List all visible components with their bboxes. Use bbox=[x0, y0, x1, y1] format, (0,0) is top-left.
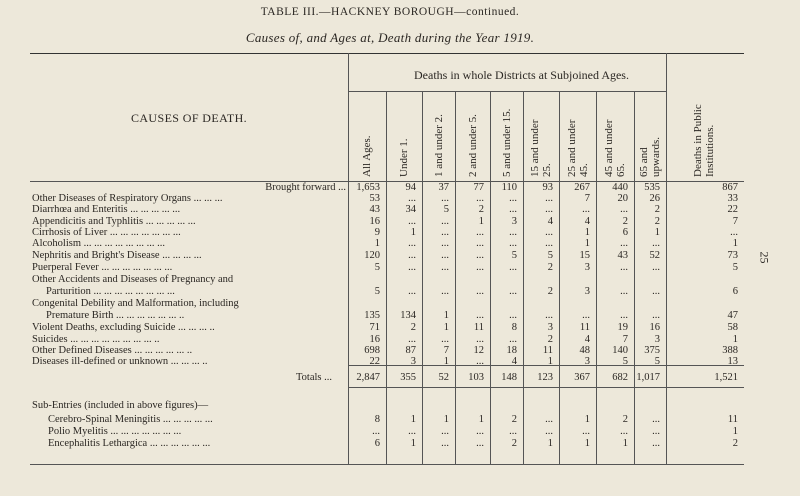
table-cell: 15 bbox=[579, 250, 590, 261]
table-cell: 7 bbox=[443, 345, 449, 356]
table-cell: 5 bbox=[511, 250, 517, 261]
table-cell: 1 bbox=[584, 227, 590, 238]
table-cell: 8 bbox=[511, 322, 517, 333]
table-cell: ... bbox=[652, 238, 660, 249]
table-cell: ... bbox=[545, 426, 553, 437]
table-cell: 3 bbox=[410, 356, 416, 367]
table-cell: 2,847 bbox=[356, 372, 380, 383]
table-cell: 1 bbox=[443, 414, 449, 425]
table-cell: ... bbox=[652, 286, 660, 297]
table-cell: 535 bbox=[644, 182, 660, 193]
row-label: Other Defined Diseases ... ... ... ... ... .. bbox=[32, 345, 193, 356]
table-cell: 135 bbox=[364, 310, 380, 321]
table-cell: ... bbox=[545, 227, 553, 238]
table-cell: 2 bbox=[622, 216, 628, 227]
table-cell: 3 bbox=[511, 216, 517, 227]
table-cell: 103 bbox=[468, 372, 484, 383]
table-row bbox=[30, 399, 744, 412]
table-cell: 1,653 bbox=[356, 182, 380, 193]
table-cell: ... bbox=[476, 438, 484, 449]
table-cell: 4 bbox=[511, 356, 517, 367]
table-cell: 34 bbox=[405, 204, 416, 215]
table-cell: 43 bbox=[617, 250, 628, 261]
group-rule bbox=[348, 91, 666, 92]
table-cell: 1 bbox=[410, 414, 416, 425]
table-cell: ... bbox=[476, 356, 484, 367]
table-cell: 1 bbox=[410, 438, 416, 449]
table-cell: 1 bbox=[622, 438, 628, 449]
row-label: Sub-Entries (included in above figures)— bbox=[32, 400, 209, 411]
table-cell: 94 bbox=[405, 182, 416, 193]
table-cell: ... bbox=[652, 414, 660, 425]
table-subtitle: Causes of, and Ages at, Death during the Year 1919. bbox=[245, 30, 535, 45]
table-cell: ... bbox=[372, 426, 380, 437]
table-cell: ... bbox=[476, 227, 484, 238]
table-cell: 1 bbox=[584, 238, 590, 249]
row-label: Brought forward ... bbox=[265, 182, 346, 193]
table-cell: 47 bbox=[727, 310, 738, 321]
row-label: Diseases ill-defined or unknown ... ... ... .. bbox=[32, 356, 208, 367]
table-cell: 1 bbox=[547, 356, 553, 367]
table-cell: ... bbox=[408, 262, 416, 273]
table-cell: ... bbox=[509, 204, 517, 215]
table-cell: 110 bbox=[501, 182, 517, 193]
table-cell: 3 bbox=[654, 334, 660, 345]
table-cell: ... bbox=[620, 204, 628, 215]
table-cell: ... bbox=[509, 334, 517, 345]
age-column-header: 15 and under 25. bbox=[529, 119, 553, 177]
table-cell: 1 bbox=[443, 310, 449, 321]
table-cell: 1,521 bbox=[714, 372, 738, 383]
table-cell: ... bbox=[408, 216, 416, 227]
table-cell: 140 bbox=[612, 345, 628, 356]
table-cell: 7 bbox=[622, 334, 628, 345]
age-column-header: Under 1. bbox=[398, 138, 410, 177]
table-cell: 22 bbox=[369, 356, 380, 367]
table-cell: 73 bbox=[727, 250, 738, 261]
table-cell: 52 bbox=[438, 372, 449, 383]
table-cell: ... bbox=[408, 238, 416, 249]
table-cell: 5 bbox=[732, 262, 738, 273]
table-cell: ... bbox=[730, 227, 738, 238]
table-cell: 2 bbox=[511, 414, 517, 425]
table-cell: ... bbox=[408, 193, 416, 204]
table-cell: 52 bbox=[649, 250, 660, 261]
table-cell: ... bbox=[408, 334, 416, 345]
table-cell: ... bbox=[476, 426, 484, 437]
table-cell: 388 bbox=[722, 345, 738, 356]
table-cell: 375 bbox=[644, 345, 660, 356]
table-cell: 134 bbox=[400, 310, 416, 321]
row-label: Other Accidents and Diseases of Pregnancy and bbox=[32, 274, 234, 285]
table-cell: ... bbox=[582, 204, 590, 215]
table-cell: 22 bbox=[727, 204, 738, 215]
table-cell: ... bbox=[509, 286, 517, 297]
table-cell: ... bbox=[620, 426, 628, 437]
table-cell: 5 bbox=[622, 356, 628, 367]
table-cell: ... bbox=[441, 426, 449, 437]
table-cell: ... bbox=[441, 238, 449, 249]
page-number: 25 bbox=[757, 251, 772, 264]
table-cell: 4 bbox=[584, 334, 590, 345]
table-cell: 4 bbox=[547, 216, 553, 227]
table-cell: 1 bbox=[732, 334, 738, 345]
table-cell: ... bbox=[509, 262, 517, 273]
table-cell: 1 bbox=[732, 238, 738, 249]
table-cell: ... bbox=[545, 204, 553, 215]
table-cell: ... bbox=[441, 193, 449, 204]
table-cell: 7 bbox=[584, 193, 590, 204]
table-cell: 2 bbox=[410, 322, 416, 333]
table-cell: 87 bbox=[405, 345, 416, 356]
table-cell: ... bbox=[509, 238, 517, 249]
table-cell: 7 bbox=[732, 216, 738, 227]
row-label: Totals ... bbox=[295, 372, 332, 383]
table-title: TABLE III.—HACKNEY BOROUGH—continued. bbox=[260, 6, 520, 18]
age-column-header: All Ages. bbox=[361, 135, 373, 177]
row-label: Parturition ... ... ... ... ... ... ... ... bbox=[46, 286, 175, 297]
table-cell: 2 bbox=[511, 438, 517, 449]
table-cell: ... bbox=[509, 426, 517, 437]
table-cell: ... bbox=[652, 426, 660, 437]
table-cell: 9 bbox=[374, 227, 380, 238]
table-cell: 48 bbox=[579, 345, 590, 356]
table-cell: 13 bbox=[727, 356, 738, 367]
table-cell: ... bbox=[441, 438, 449, 449]
row-label: Encephalitis Lethargica ... ... ... ... ... ... bbox=[48, 438, 211, 449]
row-label: Diarrhœa and Enteritis ... ... ... ... ... bbox=[32, 204, 181, 215]
table-cell: ... bbox=[545, 414, 553, 425]
table-cell: 1 bbox=[584, 438, 590, 449]
table-cell: 3 bbox=[547, 322, 553, 333]
table-cell: ... bbox=[509, 227, 517, 238]
row-label: Congenital Debility and Malformation, including bbox=[32, 298, 239, 309]
table-cell: 3 bbox=[584, 356, 590, 367]
table-cell: ... bbox=[441, 262, 449, 273]
table-cell: 11 bbox=[727, 414, 738, 425]
row-label: Cirrhosis of Liver ... ... ... ... ... ... ... bbox=[32, 227, 181, 238]
age-column-header: 65 and upwards. bbox=[638, 136, 662, 177]
row-label: Suicides ... ... ... ... ... ... ... ... .. bbox=[32, 334, 160, 345]
table-cell: 1 bbox=[654, 227, 660, 238]
table-cell: 120 bbox=[364, 250, 380, 261]
table-cell: ... bbox=[582, 310, 590, 321]
table-cell: 19 bbox=[617, 322, 628, 333]
table-cell: ... bbox=[476, 310, 484, 321]
table-cell: ... bbox=[441, 334, 449, 345]
table-cell: 71 bbox=[369, 322, 380, 333]
table-cell: ... bbox=[408, 250, 416, 261]
table-cell: 93 bbox=[542, 182, 553, 193]
age-column-header: 2 and under 5. bbox=[466, 114, 479, 177]
table-cell: 16 bbox=[369, 334, 380, 345]
row-label: Puerperal Fever ... ... ... ... ... ... ... bbox=[32, 262, 173, 273]
table-cell: 53 bbox=[369, 193, 380, 204]
table-cell: ... bbox=[545, 310, 553, 321]
table-cell: 1 bbox=[410, 227, 416, 238]
table-cell: ... bbox=[408, 286, 416, 297]
table-cell: 1 bbox=[478, 216, 484, 227]
table-cell: ... bbox=[545, 238, 553, 249]
table-cell: ... bbox=[620, 238, 628, 249]
table-cell: 11 bbox=[542, 345, 553, 356]
table-cell: 2 bbox=[732, 438, 738, 449]
table-cell: 1,017 bbox=[636, 372, 660, 383]
table-cell: ... bbox=[476, 334, 484, 345]
table-bottom-rule bbox=[30, 464, 744, 465]
causes-header: CAUSES OF DEATH. bbox=[130, 111, 248, 125]
table-row bbox=[30, 371, 744, 384]
row-label: Cerebro-Spinal Meningitis ... ... ... ... ... bbox=[48, 414, 213, 425]
table-cell: ... bbox=[476, 262, 484, 273]
table-cell: 5 bbox=[547, 250, 553, 261]
row-label: Polio Myelitis ... ... ... ... ... ... ... bbox=[48, 426, 182, 437]
table-cell: 8 bbox=[374, 414, 380, 425]
table-cell: 698 bbox=[364, 345, 380, 356]
table-cell: ... bbox=[652, 262, 660, 273]
table-top-rule bbox=[30, 53, 744, 54]
table-cell: ... bbox=[476, 193, 484, 204]
table-cell: 5 bbox=[654, 356, 660, 367]
table-cell: ... bbox=[509, 310, 517, 321]
table-cell: 12 bbox=[473, 345, 484, 356]
table-cell: 11 bbox=[579, 322, 590, 333]
table-cell: 20 bbox=[617, 193, 628, 204]
table-cell: ... bbox=[620, 286, 628, 297]
row-label: Alcoholism ... ... ... ... ... ... ... ... bbox=[32, 238, 165, 249]
table-cell: ... bbox=[509, 193, 517, 204]
table-cell: ... bbox=[441, 216, 449, 227]
table-cell: 123 bbox=[537, 372, 553, 383]
table-cell: ... bbox=[652, 310, 660, 321]
table-cell: ... bbox=[441, 250, 449, 261]
table-cell: 6 bbox=[622, 227, 628, 238]
table-cell: 1 bbox=[732, 426, 738, 437]
table-cell: 2 bbox=[478, 204, 484, 215]
table-cell: 267 bbox=[574, 182, 590, 193]
table-cell: ... bbox=[652, 438, 660, 449]
table-cell: 3 bbox=[584, 286, 590, 297]
age-column-header: 25 and under 45. bbox=[565, 119, 590, 177]
table-cell: ... bbox=[441, 286, 449, 297]
table-cell: 1 bbox=[443, 356, 449, 367]
table-cell: 11 bbox=[473, 322, 484, 333]
table-cell: 682 bbox=[612, 372, 628, 383]
table-cell: ... bbox=[408, 426, 416, 437]
table-cell: 2 bbox=[547, 262, 553, 273]
table-cell: ... bbox=[476, 238, 484, 249]
table-cell: ... bbox=[620, 262, 628, 273]
row-label: Nephritis and Bright's Disease ... ... ... ... bbox=[32, 250, 202, 261]
table-cell: 1 bbox=[478, 414, 484, 425]
table-cell: ... bbox=[476, 250, 484, 261]
table-cell: 440 bbox=[612, 182, 628, 193]
totals-bottom-rule bbox=[348, 387, 744, 388]
table-cell: 1 bbox=[584, 414, 590, 425]
table-cell: 355 bbox=[400, 372, 416, 383]
table-cell: ... bbox=[441, 227, 449, 238]
table-cell: 5 bbox=[374, 262, 380, 273]
table-cell: 1 bbox=[443, 322, 449, 333]
table-row bbox=[30, 437, 744, 450]
table-cell: 367 bbox=[574, 372, 590, 383]
table-cell: 16 bbox=[649, 322, 660, 333]
table-cell: ... bbox=[620, 310, 628, 321]
table-cell: 3 bbox=[584, 262, 590, 273]
table-cell: 2 bbox=[547, 286, 553, 297]
table-cell: 16 bbox=[369, 216, 380, 227]
row-label: Other Diseases of Respiratory Organs ... ... ... bbox=[32, 193, 223, 204]
table-cell: 77 bbox=[473, 182, 484, 193]
row-label: Violent Deaths, excluding Suicide ... ... ... .. bbox=[32, 322, 215, 333]
table-cell: 1 bbox=[374, 238, 380, 249]
row-label: Appendicitis and Typhlitis ... ... ... ... ... bbox=[32, 216, 196, 227]
table-cell: 4 bbox=[584, 216, 590, 227]
age-column-header: 45 and under 65. bbox=[603, 119, 627, 177]
table-cell: 58 bbox=[727, 322, 738, 333]
table-cell: 867 bbox=[722, 182, 738, 193]
table-cell: 26 bbox=[649, 193, 660, 204]
table-cell: ... bbox=[582, 426, 590, 437]
table-cell: 2 bbox=[654, 216, 660, 227]
table-cell: 148 bbox=[501, 372, 517, 383]
age-column-header: 1 and under 2. bbox=[432, 114, 445, 177]
institutions-column-header: Deaths in Public Institutions. bbox=[692, 104, 716, 177]
table-cell: 2 bbox=[654, 204, 660, 215]
table-cell: 43 bbox=[369, 204, 380, 215]
table-cell: ... bbox=[545, 193, 553, 204]
table-cell: 18 bbox=[506, 345, 517, 356]
table-cell: 2 bbox=[547, 334, 553, 345]
ages-group-header: Deaths in whole Districts at Subjoined Ages. bbox=[414, 68, 629, 82]
row-label: Premature Birth ... ... ... ... ... ... .. bbox=[46, 310, 185, 321]
table-cell: 33 bbox=[727, 193, 738, 204]
age-column-header: 5 and under 15. bbox=[500, 108, 513, 177]
table-cell: 6 bbox=[374, 438, 380, 449]
table-cell: 2 bbox=[622, 414, 628, 425]
table-cell: 5 bbox=[374, 286, 380, 297]
table-cell: 1 bbox=[547, 438, 553, 449]
table-cell: 37 bbox=[438, 182, 449, 193]
table-cell: ... bbox=[476, 286, 484, 297]
table-cell: 5 bbox=[443, 204, 449, 215]
table-row bbox=[30, 355, 744, 368]
table-cell: 6 bbox=[732, 286, 738, 297]
